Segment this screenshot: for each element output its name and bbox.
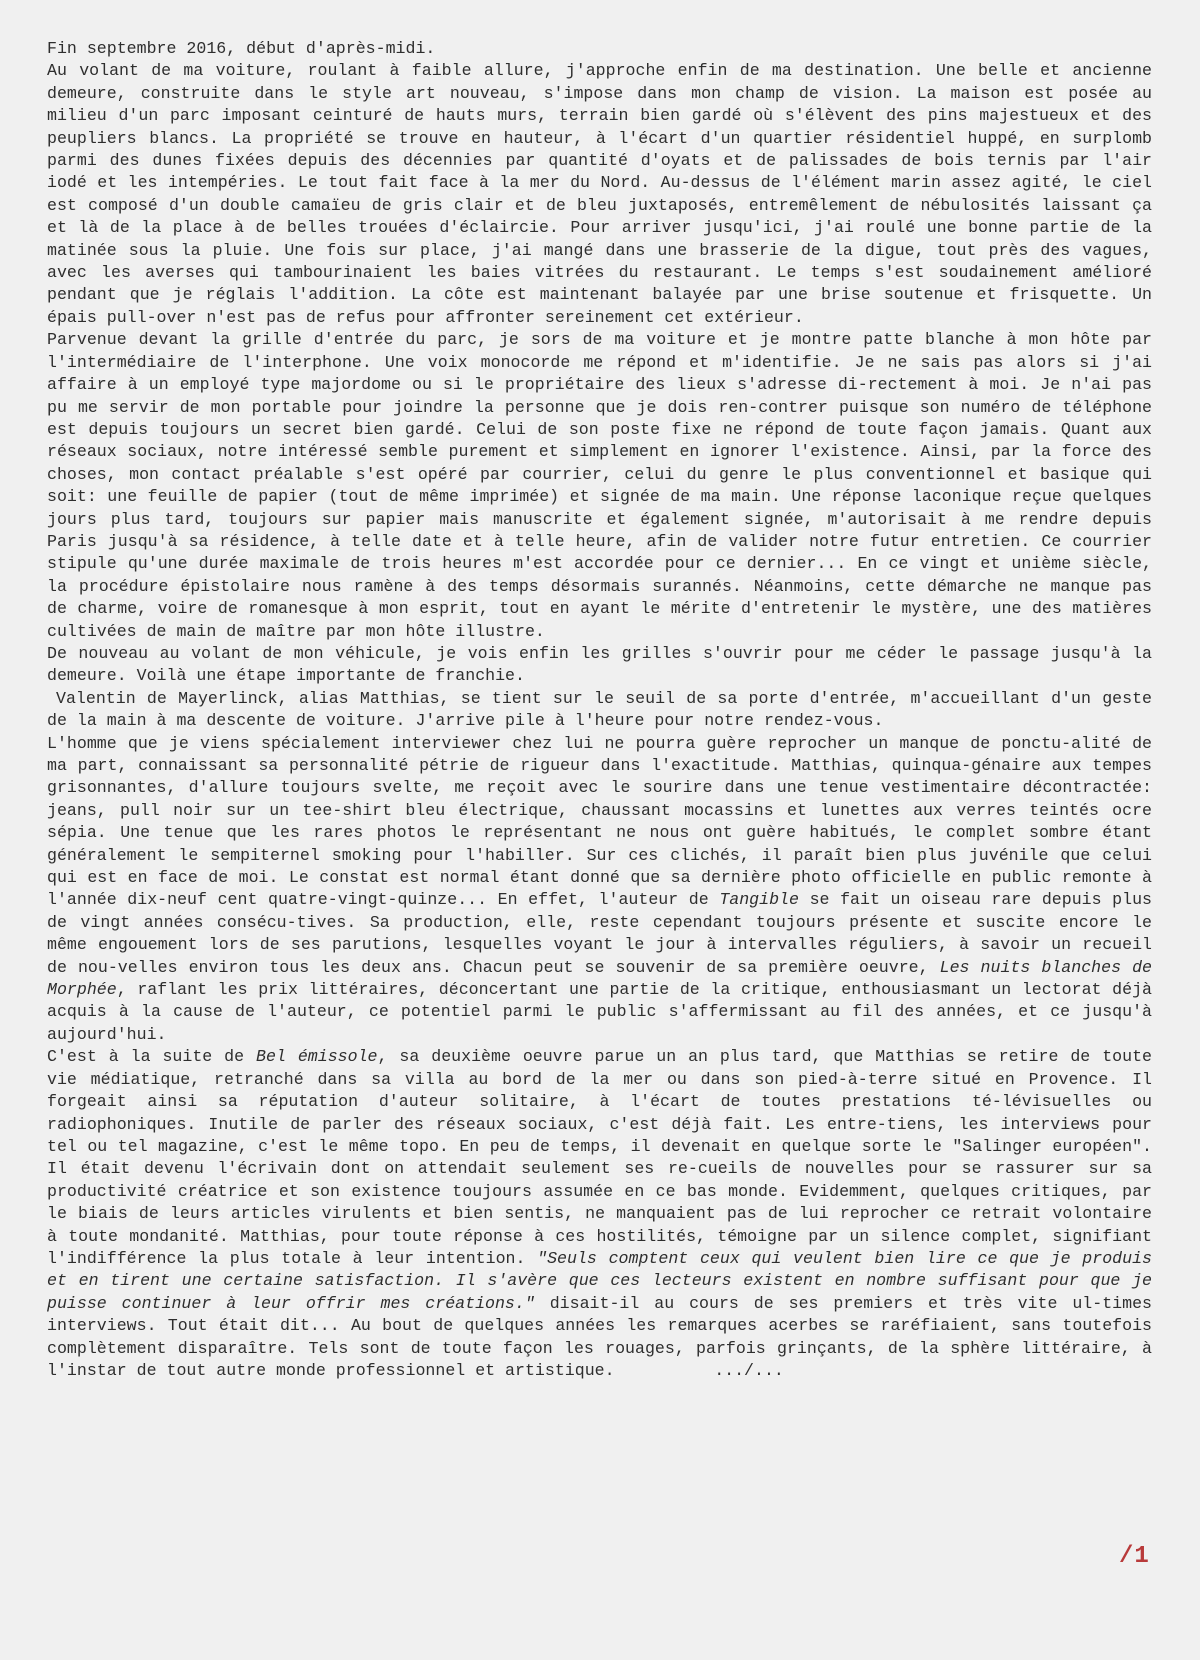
paragraph-gate-text: Parvenue devant la grille d'entrée du parc, je sors de ma voiture et je montre patte blanche à mon hôte par l'intermédiaire de l'interphone. Une voix monocorde me répond et m'identifie. Je ne sais pas alors si j'ai affaire à un employé type majordome ou si le propriétaire des lieux s'adresse di-rectement à moi. Je n'ai pas pu me servir de mon portable pour joindre la personne que je dois ren-contrer puisque son numéro de téléphone est depuis toujours un secret bien gardé. Celui de son poste fixe ne répond de toute façon jamais. Quant aux réseaux sociaux, notre intéressé semble purement et simplement en ignorer l'existence. Ainsi, par la force des choses, mon contact préalable s'est opéré par courrier, celui du genre le plus conventionnel et basique qui soit: une feuille de papier (tout de même imprimée) et signée de ma main. Une réponse laconique reçue quelques jours plus tard, toujours sur papier mais manuscrite et également signée, m'autorisait à me rendre depuis Paris jusqu'à sa résidence, à telle date et à telle heure, afin de valider notre futur entretien. Ce courrier stipule qu'une durée maximale de trois heures m'est accordée pour ce dernier... En ce vingt et unième siècle, la procédure épistolaire nous ramène à des temps désormais surannés. Néanmoins, cette démarche ne manque pas de charme, voire de romanesque à mon esprit, tout en ayant le mérite d'entretenir le mystère, une des matières cultivées de main de maître par mon hôte illustre.	[47, 330, 1152, 641]
paragraph-arrival-text: Au volant de ma voiture, roulant à faible allure, j'approche enfin de ma destination. Une belle et ancienne demeure, construite dans le style art nouveau, s'impose dans mon champ de vision. La maison est posée au milieu d'un parc imposant ceinturé de hauts murs, terrain bien gardé où s'élèvent des pins majestueux et des peupliers blancs. La propriété se trouve en hauteur, à l'écart d'un quartier résidentiel huppé, en surplomb parmi des dunes fixées depuis des décennies par quantité d'oyats et de palissades de bois ternis par l'air iodé et les intempéries. Le tout fait face à la mer du Nord. Au-dessus de l'élément marin assez agité, le ciel est composé d'un double camaïeu de gris clair et de bleu juxtaposés, entremêlement de nébulosités laissant ça et là de la place à de belles trouées d'éclaircie. Pour arriver jusqu'ici, j'ai roulé une bonne partie de la matinée sous la pluie. Une fois sur place, j'ai mangé dans une brasserie de la digue, tout près des vagues, avec les averses qui tambourinaient les baies vitrées du restaurant. Le temps s'est soudainement amélioré pendant que je réglais l'addition. La côte est maintenant balayée par une brise soutenue et frisquette. Un épais pull-over n'est pas de refus pour affronter sereinement cet extérieur.	[47, 61, 1152, 327]
author-quote: "Seuls comptent ceux qui veulent bien lire ce que je produis et en tirent une certaine satisfaction. Il s'avère que ces lecteurs existent en nombre suffisant pour que je puisse continuer à leur offrir mes créations."	[47, 1248, 1152, 1313]
paragraph-portrait-text-a: L'homme que je viens spécialement interviewer chez lui ne pourra guère reprocher un manque de ponctu-alité de ma part, connaissant sa personnalité pétrie de rigueur dans l'exactitude. Matthias, quinqua-génaire aux tempes grisonnantes, d'allure toujours svelte, me reçoit avec le sourire dans une tenue vestimentaire décontractée: jeans, pull noir sur un tee-shirt bleu électrique, chaussant mocassins et lunettes aux verres teintés ocre sépia. Une tenue que les rares photos le représentant ne nous ont guère habitués, le complet sombre étant généralement le sempiternel smoking pour l'habiller. Sur ces clichés, il paraît bien plus juvénile que celui qui est en face de moi. Le constat est normal étant donné que sa dernière photo officielle en public remonte à l'année dix-neuf cent quatre-vingt-quinze... En effet, l'auteur de	[47, 733, 1152, 910]
paragraph-host-greeting-text: Valentin de Mayerlinck, alias Matthias, se tient sur le seuil de sa porte d'entrée, m'accueillant d'un geste de la main à ma descente de voiture. J'arrive pile à l'heure pour notre rendez-vous.	[47, 688, 1152, 731]
paragraph-date-text: Fin septembre 2016, début d'après-midi.	[47, 39, 436, 58]
paragraph-portrait-text-c: , raflant les prix littéraires, déconcertant une partie de la critique, enthousiasmant un lectorat déjà acquis à la cause de l'auteur, ce potentiel parmi le public s'affermissant au fil des années, et ce jusqu'à aujourd'hui.	[47, 980, 1152, 1044]
document-body	[47, 38, 1152, 1382]
page-number: /1	[1119, 1543, 1150, 1570]
paragraph-retreat-text-a: C'est à la suite de	[47, 1047, 257, 1067]
book-title-bel-emissole: Bel émissole	[256, 1047, 378, 1067]
paragraph-retreat-text-b: , sa deuxième oeuvre parue un an plus tard, que Matthias se retire de toute vie médiatique, retranché dans sa villa au bord de la mer ou dans son pied-à-terre situé en Provence. Il forgeait ainsi sa réputation d'auteur solitaire, à l'écart de toutes prestations té-lévisuelles ou radiophoniques. Inutile de parler des réseaux sociaux, c'est déjà fait. Les entre-tiens, les interviews pour tel ou tel magazine, c'est le même topo. En peu de temps, il devenait en quelque sorte le "Salinger européen". Il était devenu l'écrivain dont on attendait seulement ses re-cueils de nouvelles pour se rassurer sur sa productivité créatrice et son existence toujours assumée en ce bas monde. Evidemment, quelques critiques, par le biais de leurs articles virulents et bien sentis, ne manquaient pas de lui reprocher ce retrait volontaire à toute mondanité. Matthias, pour toute réponse à ces hostilités, témoigne par un silence complet, signifiant l'indifférence la plus totale à leur intention.	[47, 1047, 1152, 1268]
paragraph-gate	[47, 329, 1152, 643]
paragraph-retreat	[47, 1046, 1152, 1382]
paragraph-date	[47, 38, 1152, 60]
paragraph-portrait-text-b: se fait un oiseau rare depuis plus de vingt années consécu-tives. Sa production, elle, reste cependant toujours présente et suscite encore le même engouement lors de ses parutions, lesquelles voyant le jour à intervalles réguliers, à savoir un recueil de nou-velles environ tous les deux ans. Chacun peut se souvenir de sa première oeuvre,	[47, 890, 1152, 977]
paragraph-retreat-text-c: disait-il au cours de ses premiers et très vite ul-times interviews. Tout était dit... Au bout de quelques années les remarques acerbes se raréfiaient, sans toutefois complètement disparaître. Tels sont de toute façon les rouages, parfois grinçants, de la sphère littéraire, à l'instar de tout autre monde professionnel et artistique.	[47, 1293, 1152, 1380]
continuation-marker: .../...	[614, 1360, 784, 1380]
paragraph-arrival	[47, 60, 1152, 329]
paragraph-driveway-text: De nouveau au volant de mon véhicule, je vois enfin les grilles s'ouvrir pour me céder le passage jusqu'à la demeure. Voilà une étape importante de franchie.	[47, 643, 1152, 686]
paragraph-driveway	[47, 643, 1152, 688]
paragraph-portrait	[47, 733, 1152, 1047]
book-title-nuits-blanches: Les nuits blanches de Morphée	[47, 957, 1152, 1000]
paragraph-host-greeting	[47, 688, 1152, 733]
book-title-tangible: Tangible	[719, 890, 799, 910]
